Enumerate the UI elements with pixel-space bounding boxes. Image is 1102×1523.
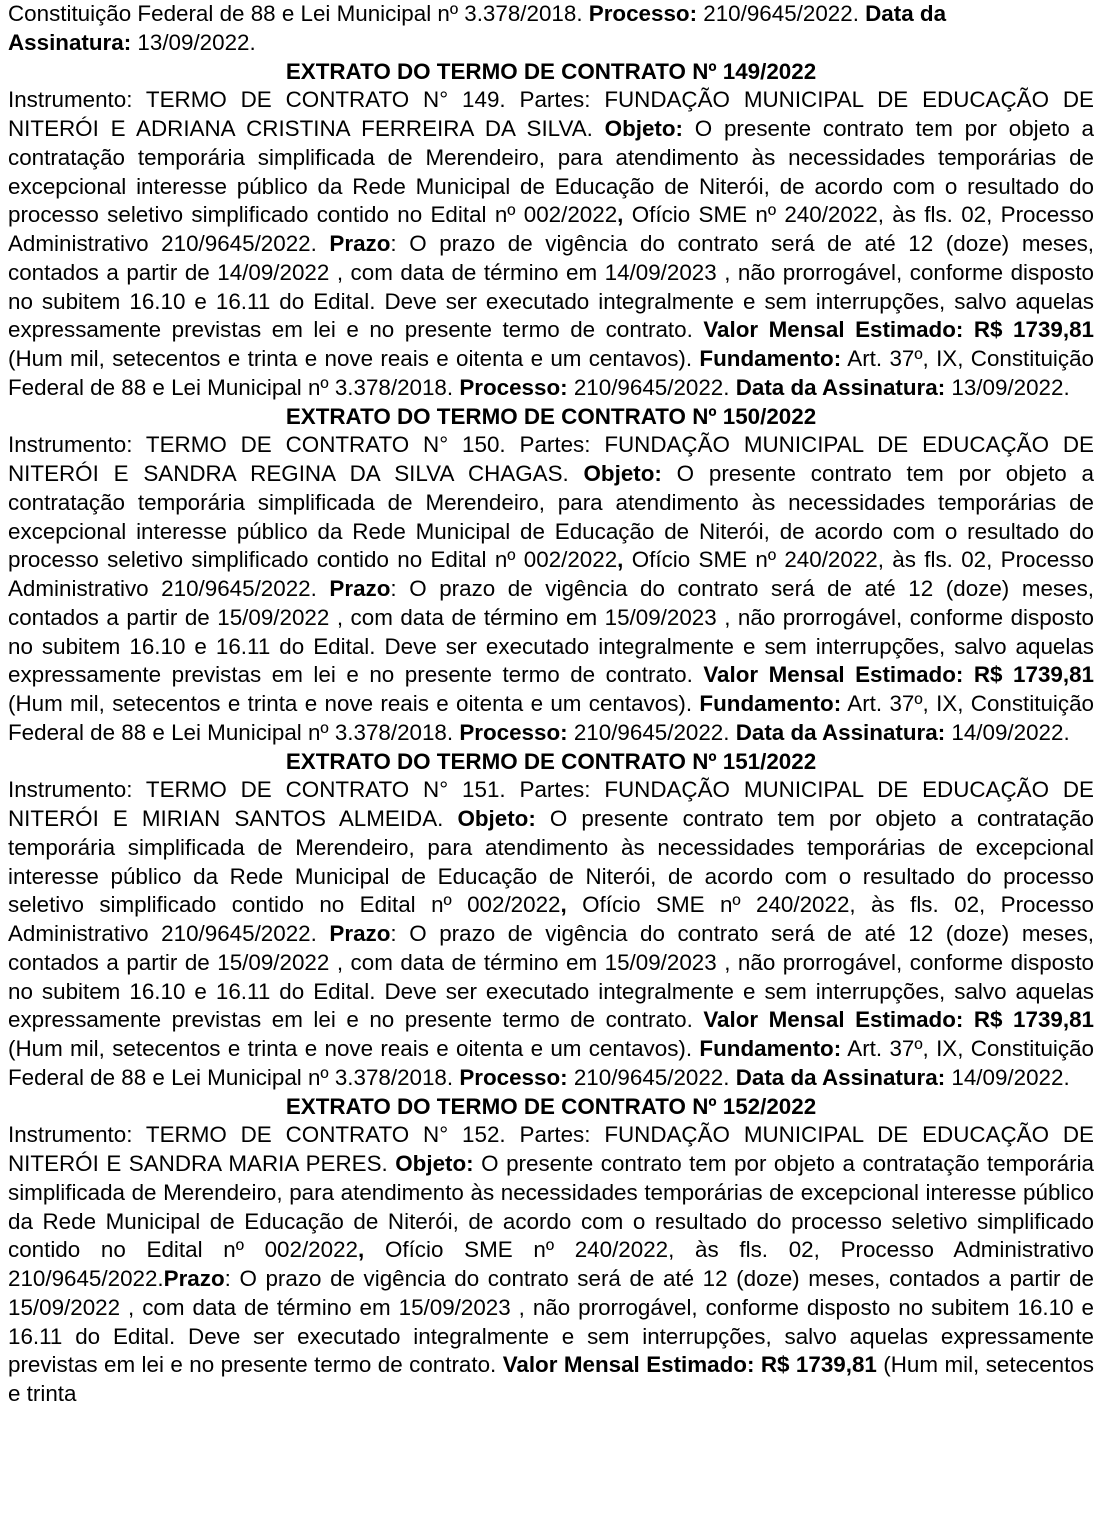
data-assinatura-label-cont: Assinatura: [8,29,132,55]
valor-amount: R$ 1739,81 [963,317,1094,343]
prazo-text: : O prazo de vigência do contrato será de até 12 (doze) meses, contados a partir de 14/09/2022 , com data de término em 14/09/2023 , não prorrogável, conforme disposto no subitem 16.10 e 16.11 do Edital. Deve ser executado integralmente e sem interrupções, salvo aquelas expressamente previstas em lei e no presente termo de contrato. [8,231,1094,343]
valor-label: Valor Mensal Estimado: [703,317,964,343]
objeto-text: O presente contrato tem por objeto a contratação temporária simplificada de Merendeiro, para atendimento às necessidades temporárias de excepcional interesse público da Rede Municipal de Educação de Niterói, de acordo com o resultado do processo seletivo simplificado contido no Edital nº 002/2022 [8,461,1094,573]
valor-text: (Hum mil, setecentos e trinta e nove reais e oitenta e um centavos). [8,1036,700,1061]
valor-text: (Hum mil, setecentos e trinta e nove reais e oitenta e um centavos). [8,346,700,371]
processo-value: 210/9645/2022. [697,1,866,26]
data-assinatura-label: Data da Assinatura: [735,374,946,400]
comma: , [358,1237,365,1263]
processo-label: Processo: [459,1064,568,1090]
contract-paragraph [8,776,1094,1092]
valor-amount: R$ 1739,81 [963,662,1094,688]
fundamento-label: Fundamento: [699,346,842,371]
objeto-text: O presente contrato tem por objeto a contratação temporária simplificada de Merendeiro, para atendimento às necessidades temporárias de excepcional interesse público da Rede Municipal de Educação de Niterói, de acordo com o resultado do processo seletivo simplificado contido no Edital nº 002/2022 [8,806,1094,918]
contract-parties: Instrumento: TERMO DE CONTRATO N° 150. Partes: FUNDAÇÃO MUNICIPAL DE EDUCAÇÃO DE NITERÓI E SANDRA REGINA DA SILVA CHAGAS. [8,432,1094,486]
data-assinatura-value: 14/09/2022. [945,719,1070,745]
processo-label: Processo: [588,1,698,26]
data-assinatura-value: 13/09/2022. [131,29,256,55]
objeto-label: Objeto: [583,461,662,486]
valor-label: Valor Mensal Estimado: [502,1352,755,1378]
processo-label: Processo: [459,719,568,745]
fundamento-label: Fundamento: [699,691,842,716]
fundamento-label: Fundamento: [699,1036,842,1061]
data-assinatura-label: Data da Assinatura: [735,719,946,745]
objeto-text: O presente contrato tem por objeto a contratação temporária simplificada de Merendeiro, para atendimento às necessidades temporárias de excepcional interesse público da Rede Municipal de Educação de Niterói, de acordo com o resultado do processo seletivo simplificado contido no Edital nº 002/2022 [8,1151,1094,1263]
prazo-text: : O prazo de vigência do contrato será de até 12 (doze) meses, contados a partir de 15/09/2022 , com data de término em 15/09/2023 , não prorrogável, conforme disposto no subitem 16.10 e 16.11 do Edital. Deve ser executado integralmente e sem interrupções, salvo aquelas expressamente previstas em lei e no presente termo de contrato. [8,921,1094,1033]
processo-value: 210/9645/2022. [567,374,736,400]
objeto-text-cont: Ofício SME nº 240/2022, às fls. 02, Processo Administrativo 210/9645/2022. [8,1237,1094,1291]
valor-amount: R$ 1739,81 [754,1352,877,1378]
data-assinatura-label: Data da Assinatura: [735,1064,946,1090]
contract-heading: EXTRATO DO TERMO DE CONTRATO Nº 149/2022 [285,58,817,84]
contract-heading: EXTRATO DO TERMO DE CONTRATO Nº 151/2022 [285,748,817,774]
objeto-text: O presente contrato tem por objeto a contratação temporária simplificada de Merendeiro, para atendimento às necessidades temporárias de excepcional interesse público da Rede Municipal de Educação de Niterói, de acordo com o resultado do processo seletivo simplificado contido no Edital nº 002/2022 [8,116,1094,228]
prazo-label: Prazo [329,576,391,601]
contract-paragraph [8,86,1094,402]
comma: , [617,202,624,228]
valor-text: (Hum mil, setecentos e trinta [8,1352,1094,1406]
comma: , [617,547,624,573]
processo-label: Processo: [459,374,568,400]
contract-heading: EXTRATO DO TERMO DE CONTRATO Nº 152/2022 [285,1093,817,1119]
prazo-label: Prazo [329,921,391,946]
data-assinatura-label: Data da [865,1,947,26]
objeto-label: Objeto: [604,116,684,141]
fundamento-text: Art. 37º, IX, Constituição Federal de 88 e Lei Municipal nº 3.378/2018. [8,346,1095,400]
processo-value: 210/9645/2022. [567,1064,736,1090]
data-assinatura-value: 14/09/2022. [945,1064,1070,1090]
valor-label: Valor Mensal Estimado: [703,1007,964,1033]
prazo-label: Prazo [163,1266,225,1291]
valor-text: (Hum mil, setecentos e trinta e nove reais e oitenta e um centavos). [8,691,700,716]
objeto-label: Objeto: [457,806,536,831]
objeto-text-cont: Ofício SME nº 240/2022, às fls. 02, Processo Administrativo 210/9645/2022. [8,202,1094,256]
contract-parties: Instrumento: TERMO DE CONTRATO N° 149. Partes: FUNDAÇÃO MUNICIPAL DE EDUCAÇÃO DE NITERÓI E ADRIANA CRISTINA FERREIRA DA SILVA. [8,87,1094,141]
fundamento-text: Art. 37º, IX, Constituição Federal de 88 e Lei Municipal nº 3.378/2018. [8,1036,1095,1090]
objeto-text-cont: Ofício SME nº 240/2022, às fls. 02, Processo Administrativo 210/9645/2022. [8,547,1094,601]
intro-paragraph [8,0,1094,58]
processo-value: 210/9645/2022. [567,719,736,745]
contract-parties: Instrumento: TERMO DE CONTRATO N° 151. Partes: FUNDAÇÃO MUNICIPAL DE EDUCAÇÃO DE NITERÓI E MIRIAN SANTOS ALMEIDA. [8,777,1094,831]
fundamento-text: Art. 37º, IX, Constituição Federal de 88 e Lei Municipal nº 3.378/2018. [8,691,1095,745]
objeto-label: Objeto: [395,1151,474,1176]
contract-heading: EXTRATO DO TERMO DE CONTRATO Nº 150/2022 [285,403,817,429]
contract-paragraph [8,431,1094,747]
intro-text: Constituição Federal de 88 e Lei Municipal nº 3.378/2018. [8,1,589,26]
comma: , [560,892,567,918]
prazo-label: Prazo [329,231,391,256]
prazo-text: : O prazo de vigência do contrato será de até 12 (doze) meses, contados a partir de 15/09/2022 , com data de término em 15/09/2023 , não prorrogável, conforme disposto no subitem 16.10 e 16.11 do Edital. Deve ser executado integralmente e sem interrupções, salvo aquelas expressamente previstas em lei e no presente termo de contrato. [8,1266,1094,1378]
objeto-text-cont: Ofício SME nº 240/2022, às fls. 02, Processo Administrativo 210/9645/2022. [8,892,1094,946]
prazo-text: : O prazo de vigência do contrato será de até 12 (doze) meses, contados a partir de 15/09/2022 , com data de término em 15/09/2023 , não prorrogável, conforme disposto no subitem 16.10 e 16.11 do Edital. Deve ser executado integralmente e sem interrupções, salvo aquelas expressamente previstas em lei e no presente termo de contrato. [8,576,1094,688]
document-page [8,0,1094,1409]
contract-parties: Instrumento: TERMO DE CONTRATO N° 152. Partes: FUNDAÇÃO MUNICIPAL DE EDUCAÇÃO DE NITERÓI E SANDRA MARIA PERES. [8,1122,1094,1176]
contract-paragraph [8,1121,1094,1409]
valor-amount: R$ 1739,81 [963,1007,1094,1033]
data-assinatura-value: 13/09/2022. [945,374,1070,400]
valor-label: Valor Mensal Estimado: [703,662,964,688]
